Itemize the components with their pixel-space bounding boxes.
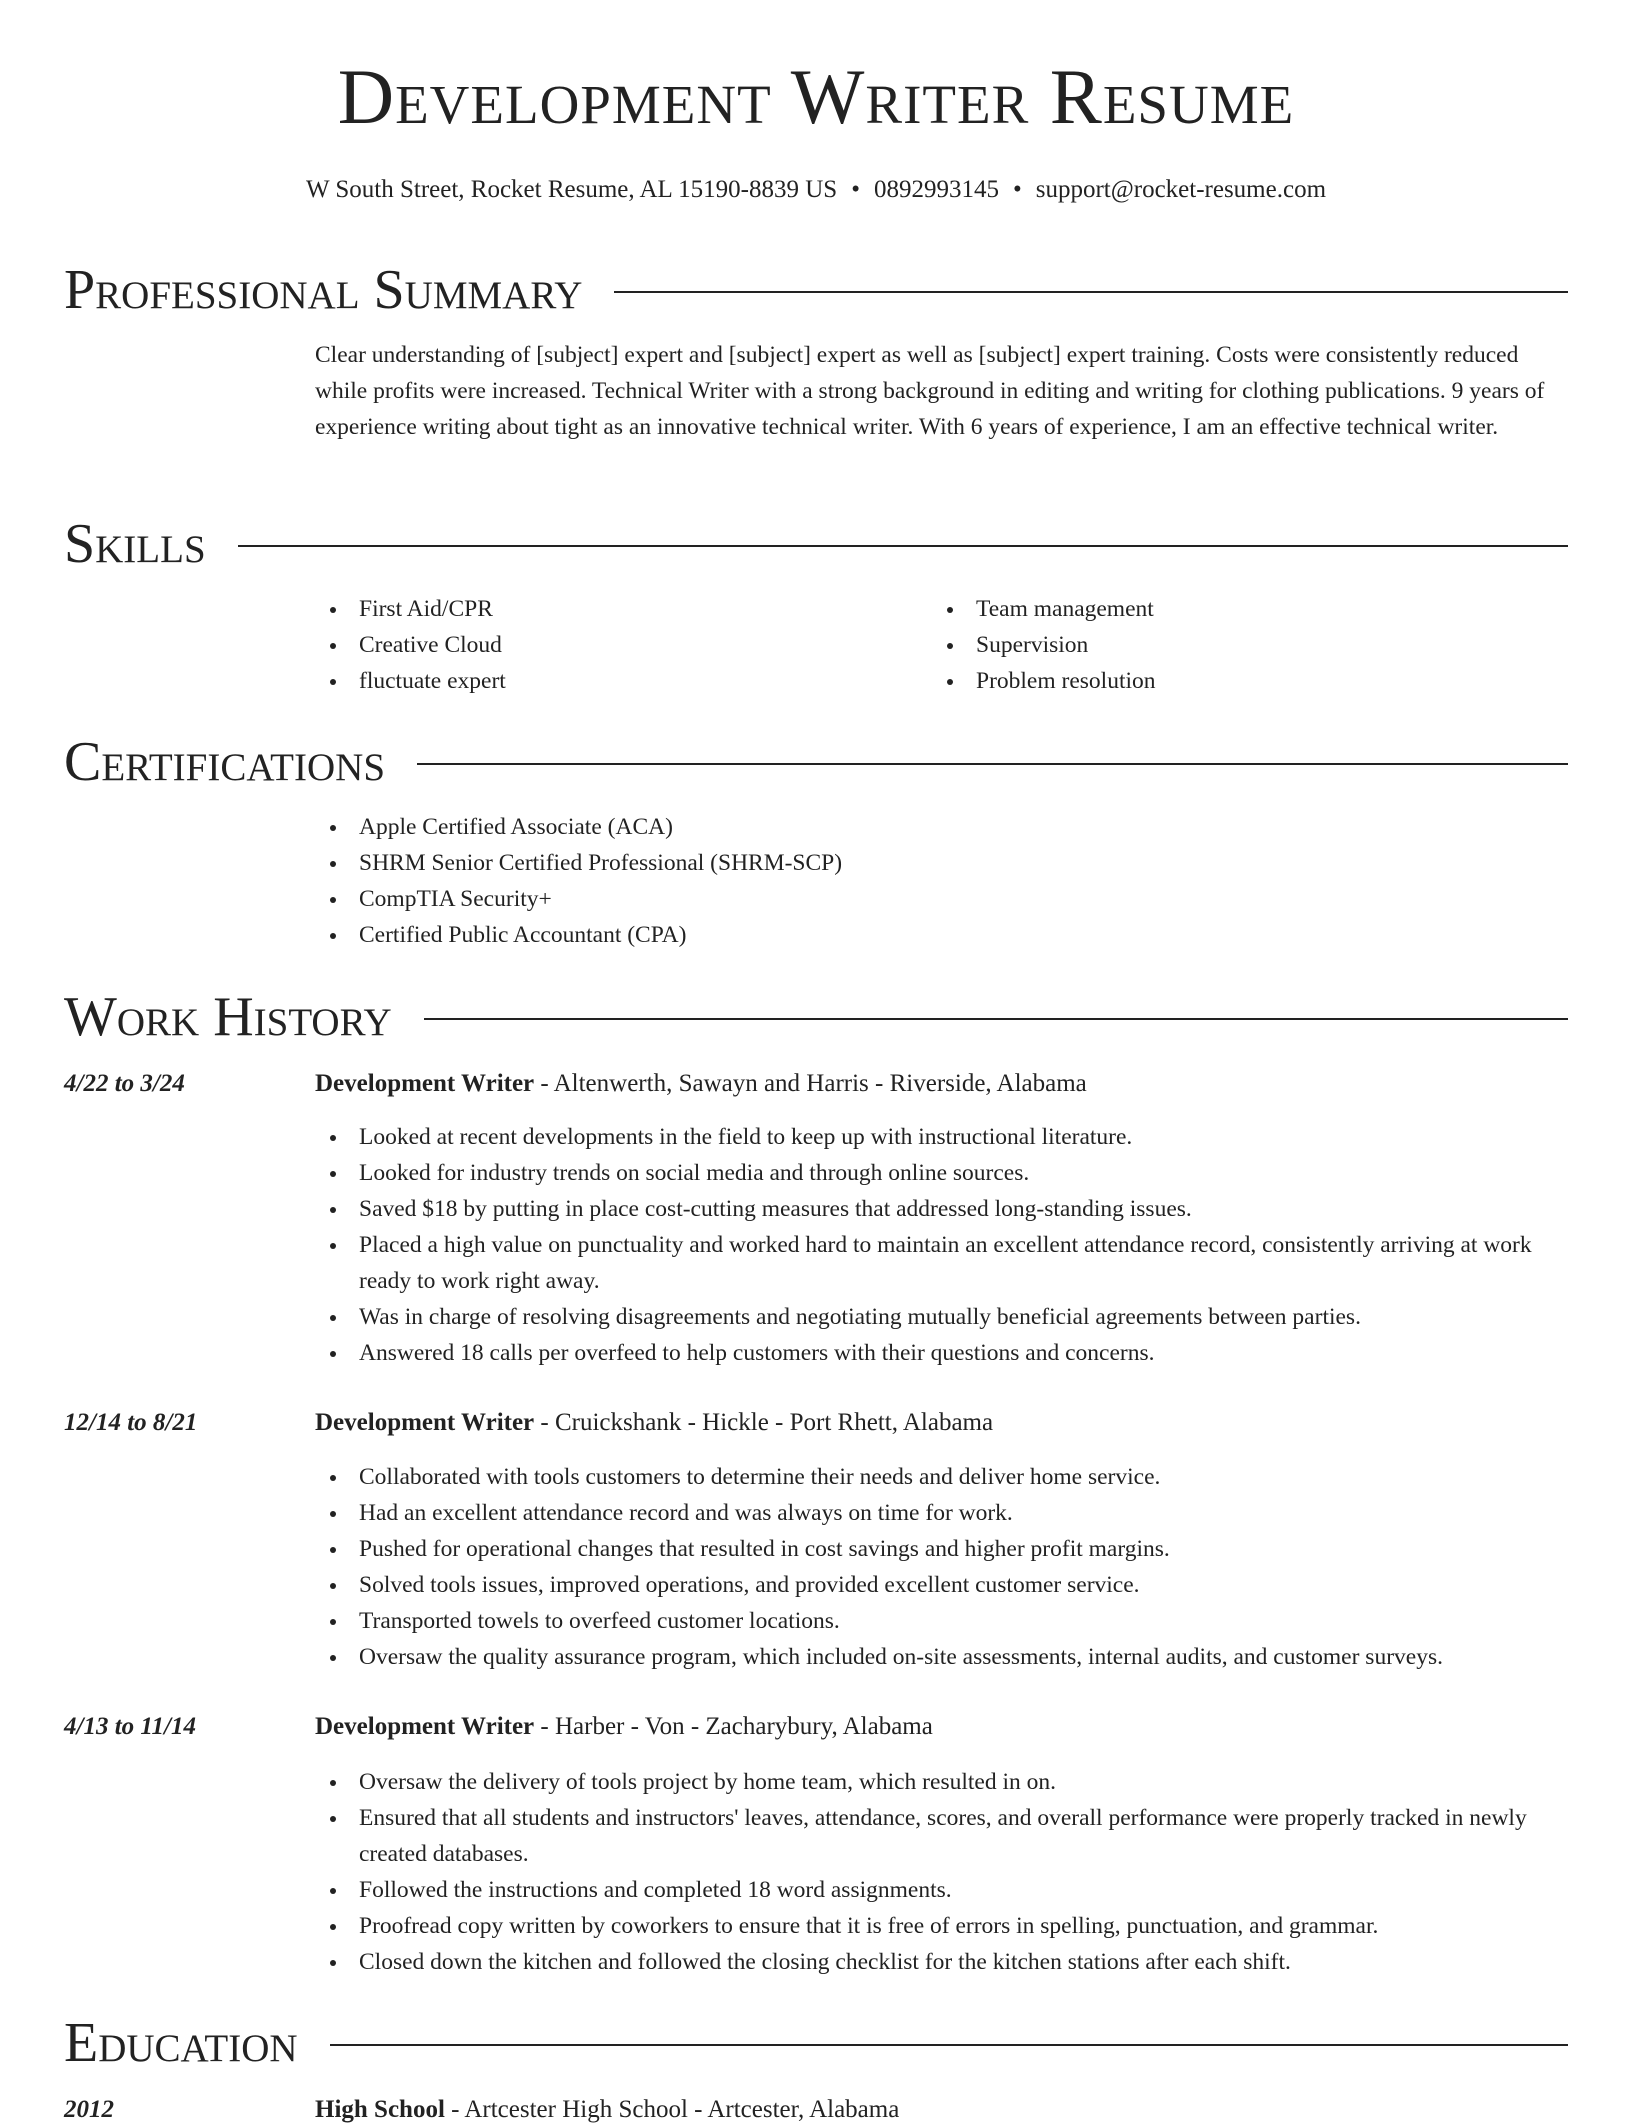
list-item: Collaborated with tools customers to determine their needs and deliver home service. <box>315 1459 1568 1495</box>
job-dates: 12/14 to 8/21 <box>64 1409 198 1436</box>
list-item: Pushed for operational changes that resulted in cost savings and higher profit margins. <box>315 1531 1568 1567</box>
list-item: Oversaw the quality assurance program, which included on-site assessments, internal audits, and customer surveys. <box>315 1639 1568 1675</box>
list-item: First Aid/CPR <box>315 591 915 627</box>
education-heading <box>64 2012 1568 2074</box>
education-year: 2012 <box>64 2096 114 2123</box>
section-title: Education <box>64 2012 298 2074</box>
list-item: CompTIA Security+ <box>315 881 1568 917</box>
skills-heading <box>64 513 1568 575</box>
separator: • <box>1012 176 1022 203</box>
list-item: Closed down the kitchen and followed the closing checklist for the kitchen stations after each shift. <box>315 1944 1568 1980</box>
job-bullets <box>315 1459 1568 1675</box>
section-rule <box>424 1018 1568 1020</box>
list-item: Looked for industry trends on social media and through online sources. <box>315 1155 1568 1191</box>
separator: • <box>851 176 860 203</box>
certifications-heading <box>64 731 1568 793</box>
education-school: High School <box>315 2096 445 2123</box>
list-item: Team management <box>932 591 1532 627</box>
list-item: Supervision <box>932 627 1532 663</box>
resume-title: Development Writer Resume <box>337 53 1295 140</box>
list-item: Answered 18 calls per overfeed to help customers with their questions and concerns. <box>315 1335 1568 1371</box>
email: support@rocket-resume.com <box>1035 176 1327 203</box>
section-title: Work History <box>64 986 392 1048</box>
list-item: Placed a high value on punctuality and worked hard to maintain an excellent attendance record, consistently arriving at work ready to work right away. <box>315 1227 1568 1299</box>
job-role: Development Writer <box>315 1409 535 1436</box>
section-rule <box>614 291 1568 293</box>
list-item: Ensured that all students and instructors' leaves, attendance, scores, and overall performance were properly tracked in newly created databases. <box>315 1800 1568 1872</box>
list-item: Transported towels to overfeed customer locations. <box>315 1603 1568 1639</box>
list-item: Looked at recent developments in the field to keep up with instructional literature. <box>315 1119 1568 1155</box>
list-item: Oversaw the delivery of tools project by home team, which resulted in on. <box>315 1764 1568 1800</box>
job-heading <box>315 1409 993 1437</box>
list-item: Creative Cloud <box>315 627 915 663</box>
list-item: Certified Public Accountant (CPA) <box>315 917 1568 953</box>
list-item: SHRM Senior Certified Professional (SHRM-SCP) <box>315 845 1568 881</box>
list-item: Saved $18 by putting in place cost-cutting measures that addressed long-standing issues. <box>315 1191 1568 1227</box>
job-bullets <box>315 1119 1568 1371</box>
summary-text: Clear understanding of [subject] expert and [subject] expert as well as [subject] expert training. Costs were consistently reduced while profits were increased. Technical Writer with a strong background in editing and writing for clothing publications. 9 years of experience writing about tight as an innovative technical writer. With 6 years of experience, I am an effective technical writer. <box>315 342 1545 440</box>
section-rule <box>330 2044 1568 2046</box>
job-employer: - Altenwerth, Sawayn and Harris - Riverside, Alabama <box>534 1070 1087 1097</box>
list-item: Problem resolution <box>932 663 1532 699</box>
certifications-list <box>315 809 1568 953</box>
job-employer: - Harber - Von - Zacharybury, Alabama <box>534 1713 933 1740</box>
list-item: Apple Certified Associate (ACA) <box>315 809 1568 845</box>
list-item: Had an excellent attendance record and was always on time for work. <box>315 1495 1568 1531</box>
list-item: Proofread copy written by coworkers to ensure that it is free of errors in spelling, punctuation, and grammar. <box>315 1908 1568 1944</box>
summary-heading <box>64 259 1568 321</box>
contact-line <box>0 175 1632 205</box>
education-heading-line <box>315 2096 899 2124</box>
job-heading <box>315 1070 1087 1098</box>
list-item: Followed the instructions and completed 18 word assignments. <box>315 1872 1568 1908</box>
education-detail: - Artcester High School - Artcester, Alabama <box>444 2096 900 2123</box>
job-role: Development Writer <box>315 1070 535 1097</box>
address: W South Street, Rocket Resume, AL 15190-8839 US <box>305 176 838 203</box>
section-rule <box>238 545 1568 547</box>
list-item: fluctuate expert <box>315 663 915 699</box>
section-title: Skills <box>64 513 206 575</box>
job-employer: - Cruickshank - Hickle - Port Rhett, Alabama <box>534 1409 994 1436</box>
list-item: Was in charge of resolving disagreements and negotiating mutually beneficial agreements between parties. <box>315 1299 1568 1335</box>
skills-list-right <box>932 591 1532 699</box>
phone: 0892993145 <box>873 176 999 203</box>
job-dates: 4/13 to 11/14 <box>64 1713 196 1740</box>
section-rule <box>417 763 1568 765</box>
skills-list-left <box>315 591 915 699</box>
section-title: Certifications <box>64 731 386 793</box>
job-role: Development Writer <box>315 1713 535 1740</box>
section-title: Professional Summary <box>64 259 583 321</box>
job-bullets <box>315 1764 1568 1980</box>
work-history-heading <box>64 986 1568 1048</box>
list-item: Solved tools issues, improved operations, and provided excellent customer service. <box>315 1567 1568 1603</box>
job-dates: 4/22 to 3/24 <box>64 1070 185 1097</box>
job-heading <box>315 1713 933 1741</box>
